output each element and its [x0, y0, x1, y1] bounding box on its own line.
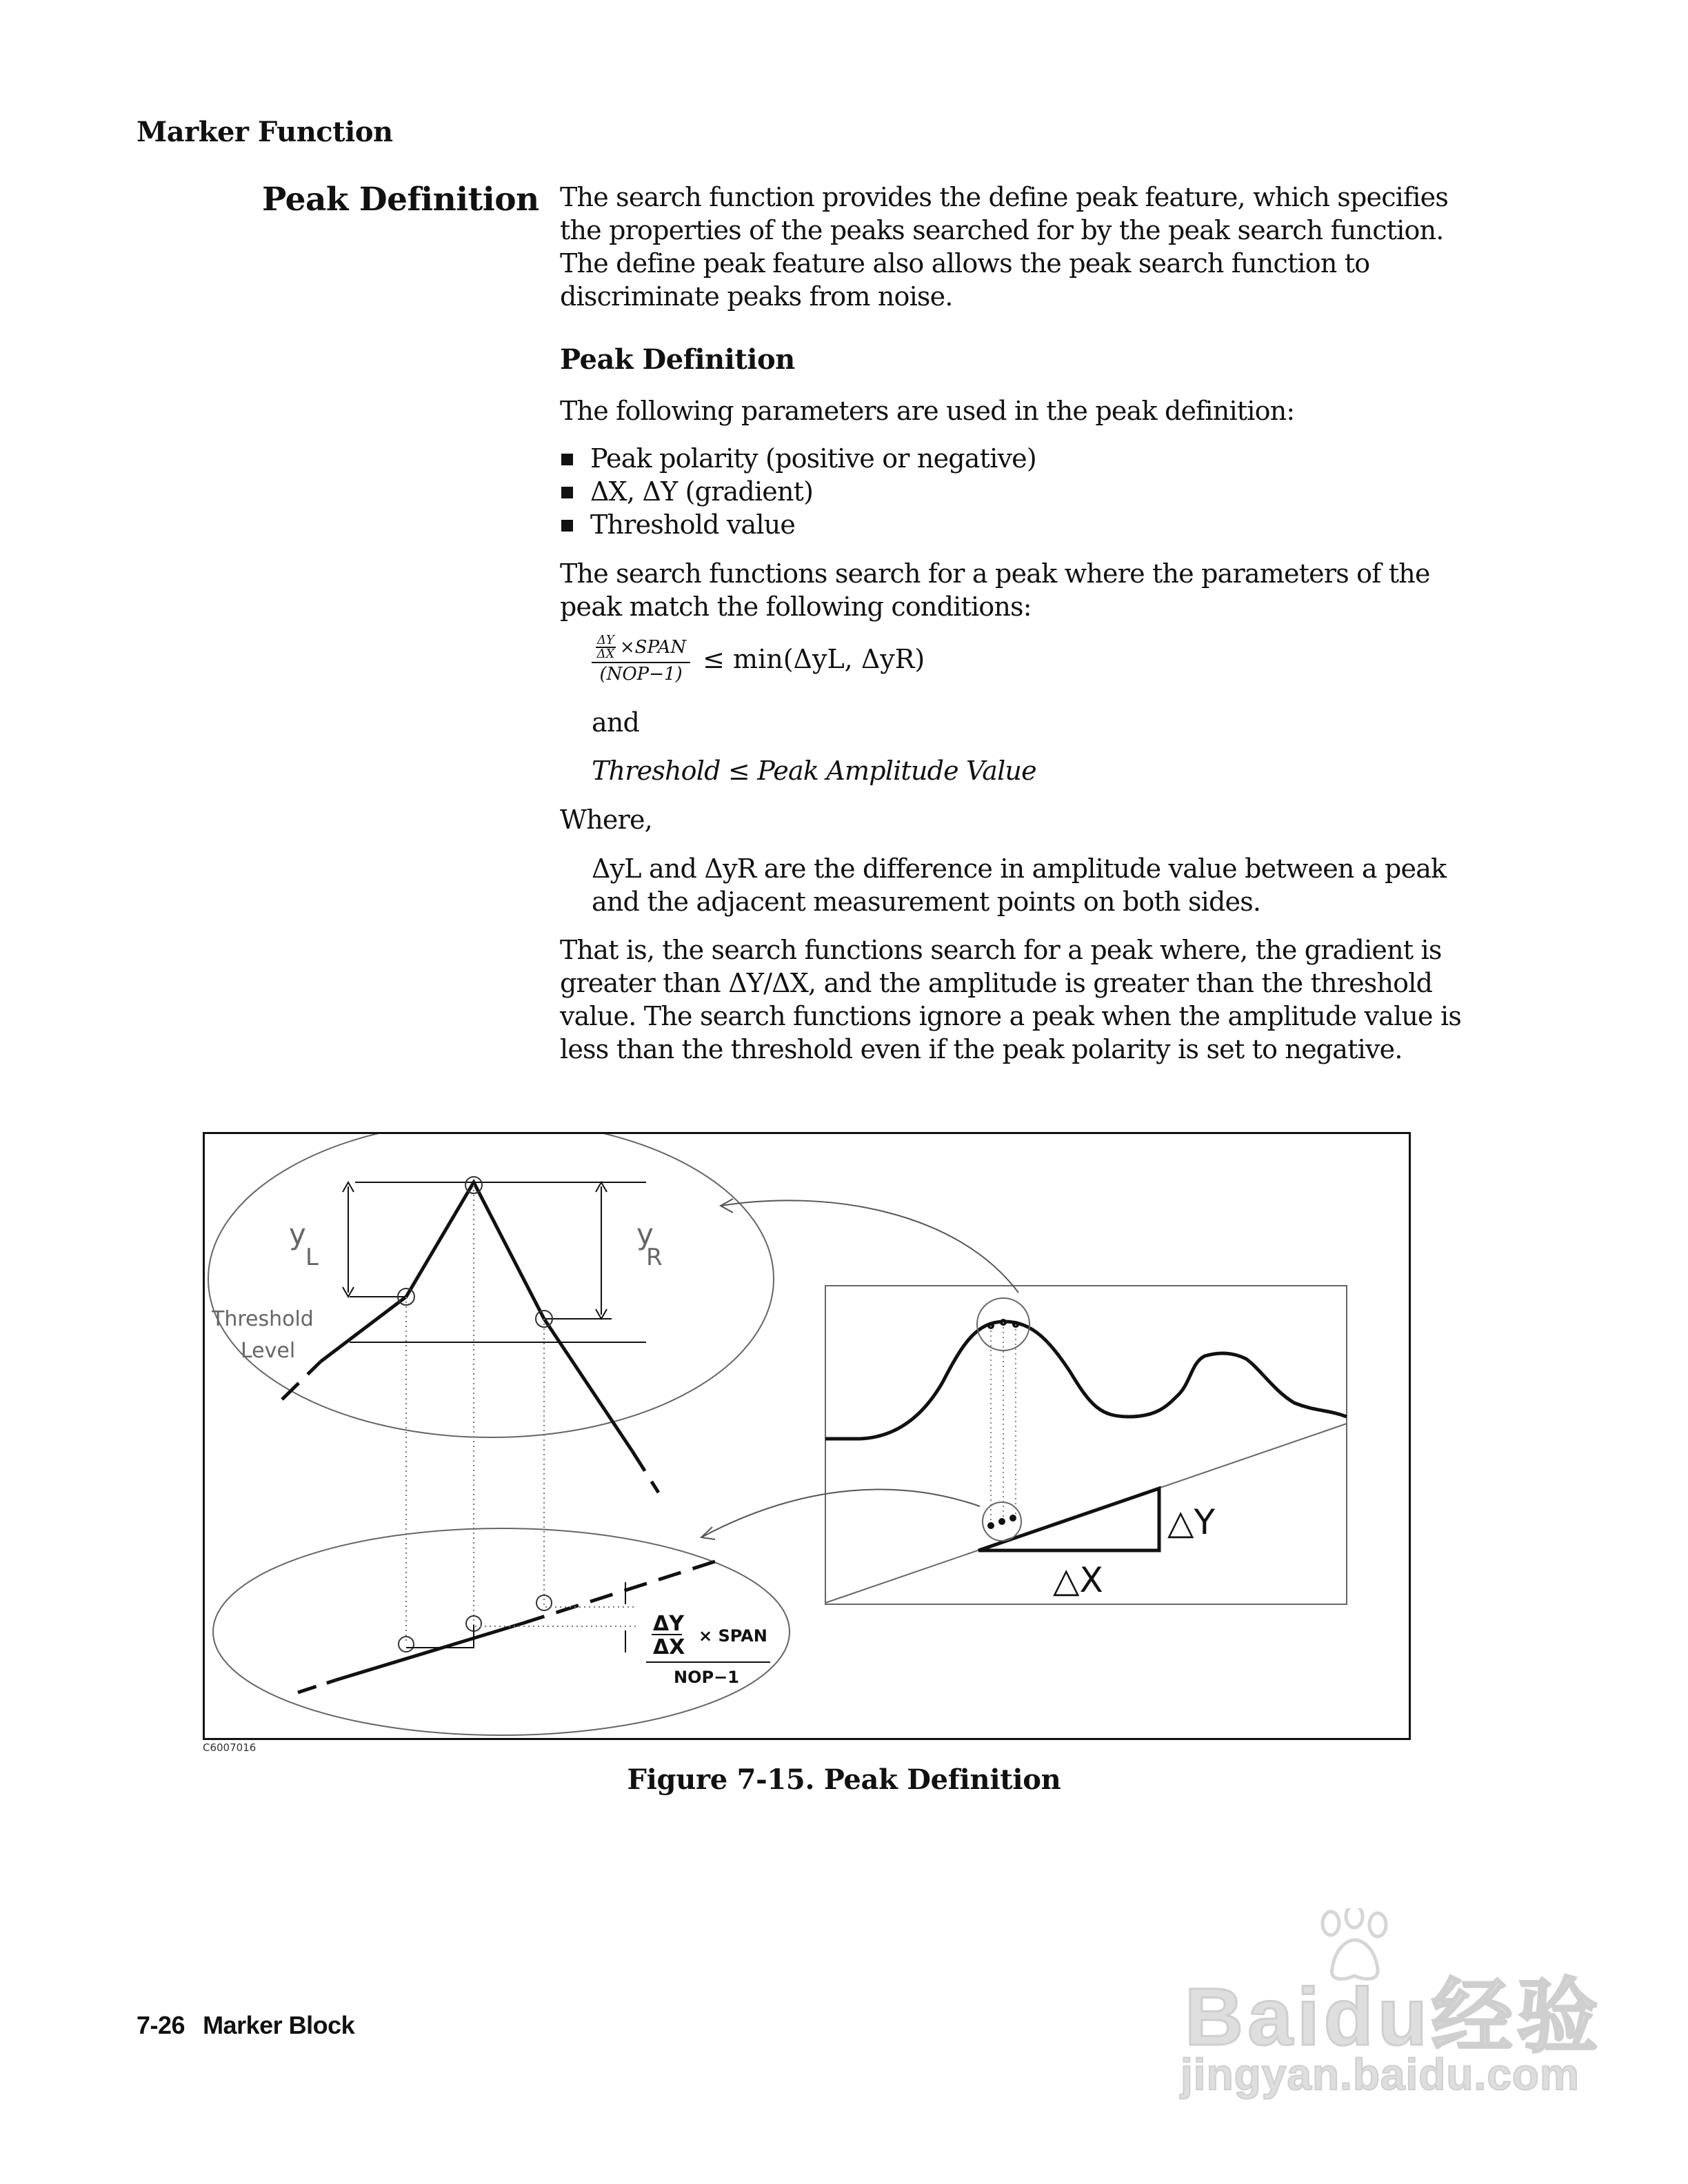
- gradient-point: [1009, 1515, 1016, 1521]
- figure-code: C6007016: [203, 1741, 257, 1754]
- lower-left-point: [399, 1637, 414, 1652]
- bullet-icon: [561, 487, 573, 498]
- figure-frame: [203, 1132, 1411, 1740]
- small-delta-y: ΔY: [653, 1612, 684, 1636]
- yr-letter: y: [636, 1217, 654, 1251]
- measurement-trace: [825, 1322, 1347, 1439]
- summary-paragraph: That is, the search functions search for a peak where, the gradient is greater than ΔY/ΔX, and the amplitude is greater than the threshold value. The search functions ignore a peak when the amplitude value is less than the threshold even if the peak polarity is set to negative.: [560, 935, 1462, 1064]
- times-span: × SPAN: [699, 1626, 767, 1646]
- delta-y-label: △Y: [1167, 1502, 1215, 1542]
- threshold-condition: Threshold ≤ Peak Amplitude Value: [592, 756, 1036, 786]
- gradient-dashed-right: [522, 1561, 715, 1624]
- gradient-point: [998, 1518, 1005, 1525]
- trace-display-panel: [825, 1286, 1347, 1604]
- nop-label: NOP−1: [674, 1668, 739, 1687]
- formula-fraction: $\frac{\Delta Y}{\Delta X}$ ×SPAN (NOP−1): [592, 634, 690, 684]
- threshold-label-line2: Level: [241, 1339, 296, 1363]
- trace-dashed-left: [282, 1362, 321, 1399]
- gradient-step: [406, 1625, 474, 1648]
- bullet-icon: [561, 520, 573, 532]
- gradient-point: [987, 1522, 994, 1529]
- figure-caption: Figure 7-15. Peak Definition: [627, 1763, 1061, 1796]
- peak-trace: [321, 1182, 632, 1451]
- watermark-brand: Baidu经验: [1185, 1972, 1602, 2063]
- list-item: Peak polarity (positive or negative): [560, 442, 1484, 475]
- zoom-ellipse-top: [208, 1134, 774, 1437]
- threshold-label-line1: Threshold: [212, 1307, 314, 1331]
- subheading: Peak Definition: [560, 343, 795, 376]
- gradient-line: [336, 1624, 522, 1680]
- yr-subscript: R: [646, 1244, 663, 1271]
- peak-definition-diagram: [205, 1134, 1409, 1738]
- callout-arrow-top: [721, 1200, 1018, 1293]
- list-item: ΔX, ΔY (gradient): [560, 475, 1484, 508]
- lower-right-point: [536, 1595, 552, 1610]
- page-footer: [137, 2011, 372, 2040]
- page-number: 7-26: [137, 2011, 185, 2039]
- delta-x-label: △X: [1053, 1560, 1103, 1600]
- callout-arrow-bottom: [701, 1490, 980, 1537]
- gradient-dashed-left: [298, 1680, 336, 1692]
- where-detail: ΔyL and ΔyR are the difference in amplitude value between a peak and the adjacent measurement points on both sides.: [592, 853, 1447, 917]
- small-delta-x: ΔX: [653, 1635, 685, 1659]
- intro-paragraph: The search function provides the define peak feature, which specifies the properties of the peaks searched for by the peak search function. The define peak feature also allows the peak search function to discriminate peaks from noise.: [560, 182, 1449, 312]
- bullet-icon: [561, 454, 573, 465]
- watermark-url: jingyan.baidu.com: [1180, 2050, 1580, 2099]
- yl-letter: y: [289, 1217, 306, 1251]
- and-word: and: [592, 707, 640, 738]
- section-title: Peak Definition: [262, 181, 539, 219]
- conditions-intro: The search functions search for a peak where the parameters of the peak match the following conditions:: [560, 558, 1430, 622]
- trace-dashed-right: [632, 1451, 659, 1493]
- list-item: Threshold value: [560, 508, 1484, 541]
- running-head: Marker Function: [137, 116, 393, 148]
- formula-rhs: ≤ min(ΔyL, ΔyR): [703, 644, 925, 674]
- parameter-list: [560, 442, 1484, 541]
- yl-subscript: L: [305, 1244, 319, 1271]
- chapter-name: Marker Block: [203, 2011, 355, 2039]
- params-intro: The following parameters are used in the peak definition:: [560, 396, 1295, 426]
- where-label: Where,: [560, 805, 652, 835]
- gradient-formula: [592, 634, 925, 684]
